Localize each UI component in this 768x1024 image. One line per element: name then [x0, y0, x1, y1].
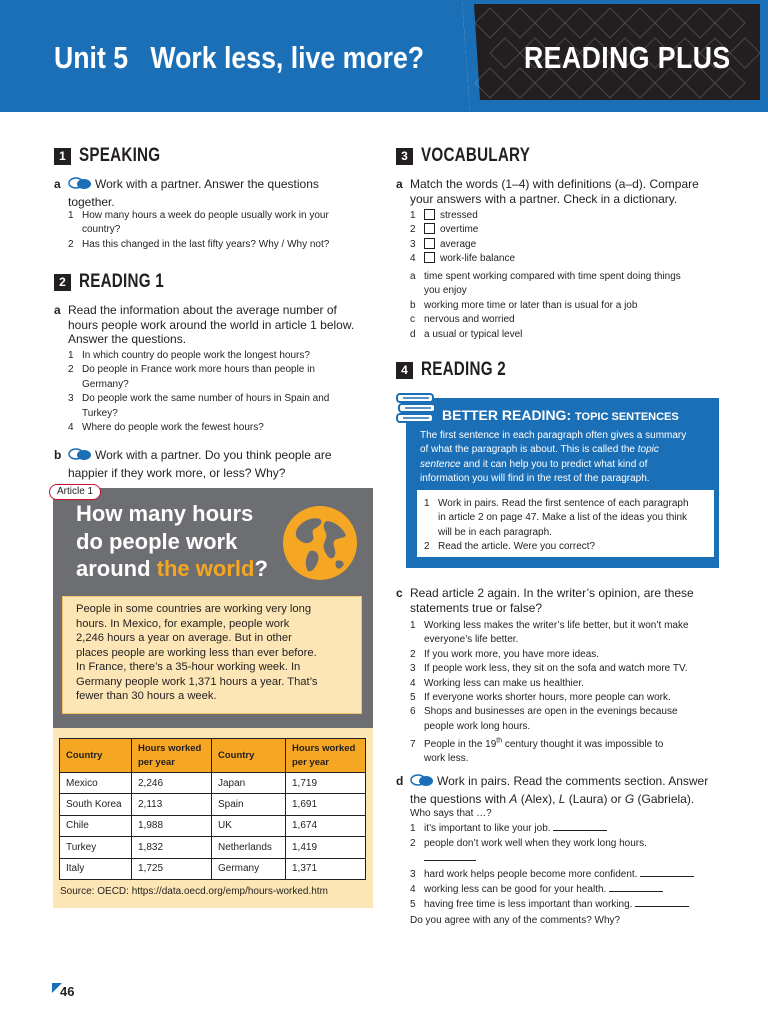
column-header: Hours worked per year: [132, 739, 212, 773]
page-number: 46: [60, 984, 75, 999]
answer-box[interactable]: [424, 252, 435, 263]
table-cell: Chile: [60, 815, 132, 836]
answer-blank[interactable]: [609, 882, 663, 892]
table-cell: Japan: [212, 773, 286, 794]
table-cell: 2,113: [132, 794, 212, 815]
table-cell: 1,988: [132, 815, 212, 836]
section-number: 4: [396, 362, 413, 379]
vocabulary-instruction: Match the words (1–4) with definitions (a–d). Compare your answers with a partner. Check in a dictionary.: [410, 177, 699, 206]
table-source: Source: OECD: https://data.oecd.org/emp/hours-worked.htm: [60, 886, 328, 897]
better-reading-title: BETTER READING: TOPIC SENTENCES: [442, 407, 679, 423]
reading1-b-instruction: Work with a partner. Do you think people are happier if they work more, or less? Why?: [68, 448, 332, 480]
column-header: Country: [212, 739, 286, 773]
table-cell: Spain: [212, 794, 286, 815]
table-cell: 1,832: [132, 837, 212, 858]
table-cell: 2,246: [132, 773, 212, 794]
answer-box[interactable]: [424, 223, 435, 234]
unit-number: Unit 5: [54, 40, 129, 75]
better-reading-text: The first sentence in each paragraph often gives a summary of what the paragraph is about. This is called the topic sentence and it can help you to predict what kind of information you will find in the rest of the paragraph.: [420, 430, 687, 484]
column-header: Hours worked per year: [286, 739, 366, 773]
column-header: Country: [60, 739, 132, 773]
article1-heading: How many hours do people work around the world?: [76, 501, 268, 581]
section-vocabulary-heading: [396, 145, 557, 167]
section-reading2-heading: [396, 359, 527, 381]
answer-blank[interactable]: [635, 897, 689, 907]
better-reading-task-list: 1 Work in pairs. Read the first sentence of each paragraph in article 2 on page 47. Make a list of the ideas you think will be in each paragraph. 2 Read the article. Were you correct?: [424, 498, 689, 553]
globe-icon: [280, 503, 360, 588]
table-row: [60, 815, 366, 836]
reading2-comments-questions: Who says that …? 1 it’s important to like your job. 2 people don’t work well when they work long hours. 3 hard work helps people become more confident. 4 working less can be good for your health. 5 having free time is less important than working. Do you agree with any of the comments? Why?: [410, 807, 730, 928]
task-label-d: d: [396, 774, 404, 788]
vocabulary-definitions: a time spent working compared with time spent doing things you enjoy b working more time or later than is usual for a job c nervous and worried d a usual or typical level: [410, 271, 681, 340]
reading2-statements: 1 Working less makes the writer’s life better, but it won’t make everyone’s life better. 2 If you work more, you have more ideas. 3 If people work less, they sit on the sofa and watch more TV. 4 Working less can make us healthier. 5 If everyone works shorter hours, more people can work. 6 Shops and businesses are open in the evenings because people work long hours. 7 People in the 19th century thought it was impossible to work less.: [410, 620, 689, 764]
vocabulary-words: 1 stressed 2 overtime 3 average 4 work-life balance: [410, 210, 516, 265]
table-row: [60, 773, 366, 794]
section-title: VOCABULARY: [421, 145, 531, 166]
table-cell: 1,371: [286, 858, 366, 879]
task-label-a: a: [54, 177, 61, 191]
table-row: [60, 837, 366, 858]
reading-plus-badge: READING PLUS: [524, 40, 731, 75]
task-label-a: a: [54, 303, 61, 317]
table-cell: 1,719: [286, 773, 366, 794]
table-cell: Turkey: [60, 837, 132, 858]
pair-work-icon: [410, 774, 434, 792]
speaking-instruction: Work with a partner. Answer the questions together.: [68, 177, 319, 209]
answer-box[interactable]: [424, 238, 435, 249]
article-tag: Article 1: [49, 484, 101, 500]
table-row: [60, 858, 366, 879]
reading1-instruction: Read the information about the average number of hours people work around the world in article 1 below. Answer the questions.: [68, 303, 355, 346]
section-number: 3: [396, 148, 413, 165]
reading2-c-instruction: Read article 2 again. In the writer’s opinion, are these statements true or false?: [410, 586, 694, 615]
speaking-questions: 1 How many hours a week do people usually work in your country? 2 Has this changed in the last fifty years? Why / Why not?: [68, 210, 330, 250]
table-cell: Netherlands: [212, 837, 286, 858]
reading2-d-instruction: Work in pairs. Read the comments section. Answer the questions with A (Alex), L (Laura) or G (Gabriela).: [410, 774, 709, 806]
table-cell: South Korea: [60, 794, 132, 815]
article1-body: People in some countries are working very long hours. In Mexico, for example, people work 2,246 hours a year on average. But in other places people are working less than ever before. In France, there’s a 35-hour working week. In Germany people work 1,371 hours a year. That’s fewer than 30 hours a week.: [76, 603, 318, 702]
table-cell: 1,691: [286, 794, 366, 815]
section-number: 1: [54, 148, 71, 165]
section-title: SPEAKING: [79, 145, 161, 166]
table-cell: 1,725: [132, 858, 212, 879]
table-row: [60, 794, 366, 815]
table-cell: 1,419: [286, 837, 366, 858]
section-title: READING 2: [421, 359, 506, 380]
table-cell: Germany: [212, 858, 286, 879]
unit-title: [54, 40, 424, 76]
task-label-b: b: [54, 448, 62, 462]
answer-box[interactable]: [424, 209, 435, 220]
task-label-c: c: [396, 586, 403, 600]
table-cell: 1,674: [286, 815, 366, 836]
pair-work-icon: [68, 177, 92, 195]
table-cell: Mexico: [60, 773, 132, 794]
answer-blank[interactable]: [424, 851, 476, 861]
answer-blank[interactable]: [640, 867, 694, 877]
section-speaking-heading: [54, 145, 181, 167]
pair-work-icon: [68, 448, 92, 466]
task-label-a: a: [396, 177, 403, 191]
answer-blank[interactable]: [553, 821, 607, 831]
section-number: 2: [54, 274, 71, 291]
section-title: READING 1: [79, 271, 164, 292]
hours-table: [59, 738, 366, 880]
section-reading1-heading: [54, 271, 185, 293]
table-cell: UK: [212, 815, 286, 836]
unit-name: Work less, live more?: [150, 40, 425, 75]
reading1-questions: 1 In which country do people work the longest hours? 2 Do people in France work more hours than people in Germany? 3 Do people work the same number of hours in Spain and Turkey? 4 Where do people work the fewest hours?: [68, 350, 330, 434]
table-header-row: [60, 739, 366, 773]
table-cell: Italy: [60, 858, 132, 879]
